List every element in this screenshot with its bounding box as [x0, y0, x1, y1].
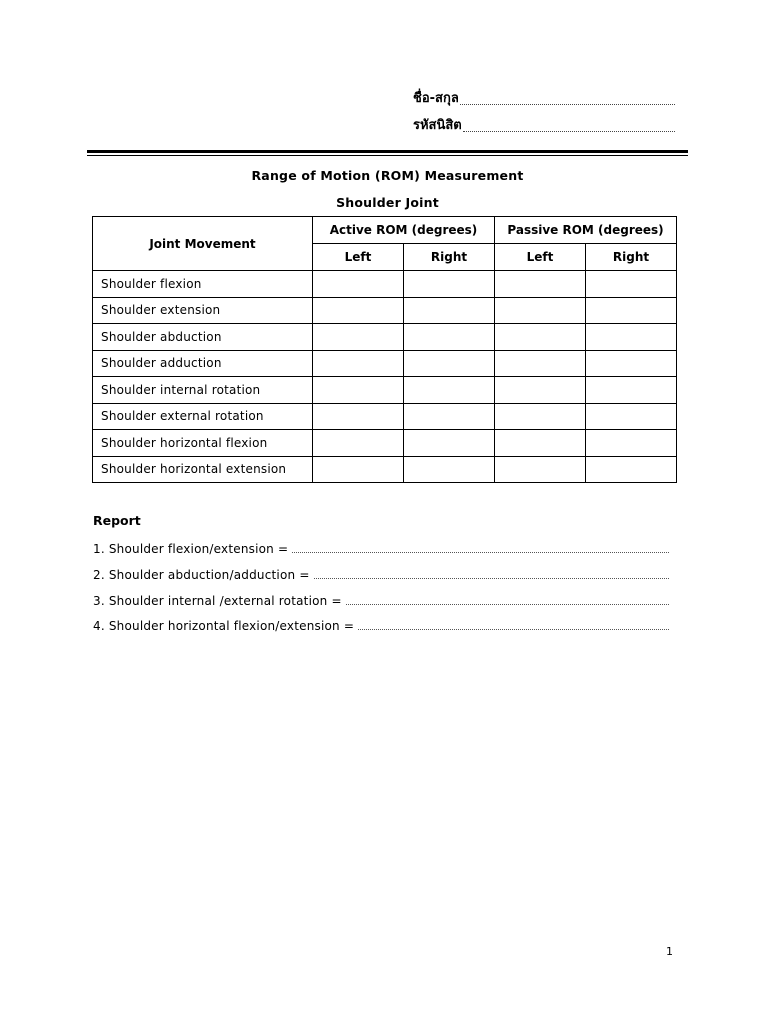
header-divider-thin — [87, 155, 688, 156]
active-left-cell[interactable] — [313, 456, 404, 483]
active-left-header: Left — [313, 244, 404, 271]
movement-label: Shoulder horizontal flexion — [93, 430, 313, 457]
report-heading: Report — [93, 513, 141, 528]
page-number: 1 — [666, 945, 673, 958]
active-right-cell[interactable] — [404, 350, 495, 377]
movement-label: Shoulder flexion — [93, 271, 313, 298]
active-right-cell[interactable] — [404, 403, 495, 430]
report-answer-line[interactable] — [358, 629, 669, 630]
table-row — [93, 324, 677, 351]
student-id-field[interactable] — [413, 115, 675, 135]
joint-movement-header: Joint Movement — [93, 217, 313, 271]
passive-left-cell[interactable] — [495, 271, 586, 298]
passive-right-cell[interactable] — [586, 350, 677, 377]
report-item-label: 1. Shoulder flexion/extension = — [93, 542, 289, 556]
passive-left-cell[interactable] — [495, 297, 586, 324]
document-title: Range of Motion (ROM) Measurement — [251, 168, 524, 183]
active-left-cell[interactable] — [313, 324, 404, 351]
passive-left-cell[interactable] — [495, 430, 586, 457]
passive-right-cell[interactable] — [586, 271, 677, 298]
active-left-cell[interactable] — [313, 350, 404, 377]
table-row — [93, 377, 677, 404]
header-divider-thick — [87, 150, 688, 153]
report-item-label: 2. Shoulder abduction/adduction = — [93, 568, 310, 582]
rom-measurement-table — [92, 216, 677, 483]
table-row — [93, 271, 677, 298]
passive-left-cell[interactable] — [495, 377, 586, 404]
table-row — [93, 297, 677, 324]
passive-left-cell[interactable] — [495, 403, 586, 430]
active-right-cell[interactable] — [404, 377, 495, 404]
name-label: ชื่อ-สกุล — [413, 91, 459, 106]
passive-left-cell[interactable] — [495, 456, 586, 483]
report-item-label: 3. Shoulder internal /external rotation = — [93, 594, 342, 608]
active-rom-header: Active ROM (degrees) — [313, 217, 495, 244]
student-id-blank-line[interactable] — [463, 130, 675, 132]
table-row — [93, 430, 677, 457]
movement-label: Shoulder adduction — [93, 350, 313, 377]
passive-right-cell[interactable] — [586, 297, 677, 324]
passive-right-cell[interactable] — [586, 456, 677, 483]
report-answer-line[interactable] — [314, 578, 669, 579]
table-row — [93, 350, 677, 377]
active-left-cell[interactable] — [313, 430, 404, 457]
report-item — [93, 538, 669, 556]
movement-label: Shoulder horizontal extension — [93, 456, 313, 483]
table-row — [93, 403, 677, 430]
passive-rom-header: Passive ROM (degrees) — [495, 217, 677, 244]
passive-right-header: Right — [586, 244, 677, 271]
active-left-cell[interactable] — [313, 271, 404, 298]
passive-right-cell[interactable] — [586, 403, 677, 430]
table-row — [93, 456, 677, 483]
report-item — [93, 615, 669, 633]
passive-right-cell[interactable] — [586, 324, 677, 351]
document-subtitle: Shoulder Joint — [336, 195, 439, 210]
active-right-cell[interactable] — [404, 456, 495, 483]
report-item — [93, 564, 669, 582]
report-item — [93, 590, 669, 608]
active-right-cell[interactable] — [404, 430, 495, 457]
movement-label: Shoulder abduction — [93, 324, 313, 351]
name-field[interactable] — [413, 88, 675, 108]
passive-right-cell[interactable] — [586, 377, 677, 404]
report-answer-line[interactable] — [292, 552, 669, 553]
active-left-cell[interactable] — [313, 297, 404, 324]
movement-label: Shoulder extension — [93, 297, 313, 324]
report-item-label: 4. Shoulder horizontal flexion/extension = — [93, 619, 355, 633]
name-blank-line[interactable] — [460, 103, 675, 105]
active-left-cell[interactable] — [313, 377, 404, 404]
movement-label: Shoulder internal rotation — [93, 377, 313, 404]
passive-left-cell[interactable] — [495, 350, 586, 377]
passive-left-header: Left — [495, 244, 586, 271]
passive-right-cell[interactable] — [586, 430, 677, 457]
passive-left-cell[interactable] — [495, 324, 586, 351]
active-right-cell[interactable] — [404, 271, 495, 298]
active-left-cell[interactable] — [313, 403, 404, 430]
report-answer-line[interactable] — [346, 604, 669, 605]
student-id-label: รหัสนิสิต — [413, 118, 462, 133]
active-right-header: Right — [404, 244, 495, 271]
active-right-cell[interactable] — [404, 324, 495, 351]
movement-label: Shoulder external rotation — [93, 403, 313, 430]
active-right-cell[interactable] — [404, 297, 495, 324]
table-header-row — [93, 217, 677, 244]
